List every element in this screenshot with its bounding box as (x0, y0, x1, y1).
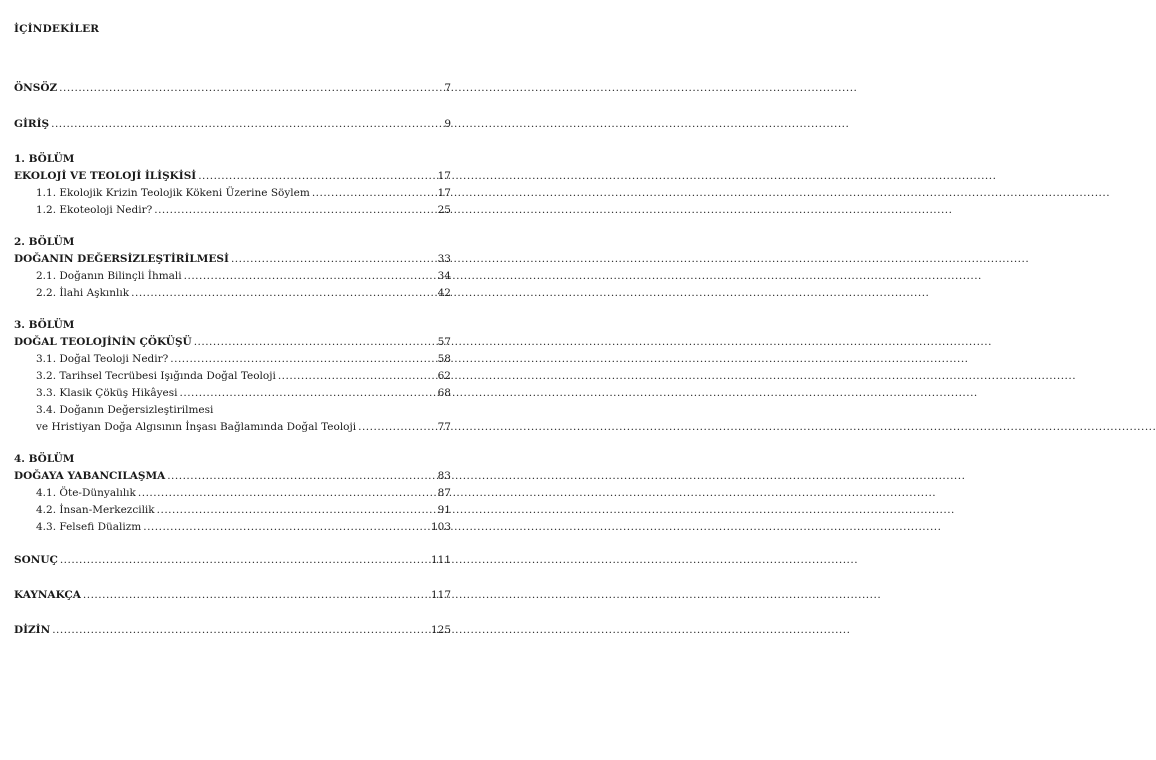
toc-entry-3-4-line1[interactable]: 3.4. Doğanın Değersizleştirilmesi (36, 404, 214, 416)
toc-label: EKOLOJİ VE TEOLOJİ İLİŞKİSİ (14, 170, 197, 182)
page-number: 17 (437, 187, 451, 199)
toc-entry-chapter-4[interactable] (14, 468, 451, 485)
leader-dots (131, 285, 435, 302)
toc-label: 3.1. Doğal Teoloji Nedir? (36, 353, 169, 365)
chapter-4-part: 4. BÖLÜM (14, 453, 75, 465)
toc-label: 3.3. Klasik Çöküş Hikâyesi (36, 387, 178, 399)
toc-label: KAYNAKÇA (14, 589, 81, 601)
page-number: 25 (437, 204, 451, 216)
leader-dots (231, 251, 436, 268)
toc-entry-2-1[interactable] (14, 268, 451, 285)
toc-label: GİRİŞ (14, 118, 50, 130)
toc-entry-4-2[interactable] (14, 502, 451, 519)
toc-entry-1-2[interactable] (14, 202, 451, 219)
leader-dots (358, 419, 436, 436)
page-number: 7 (444, 82, 451, 94)
table-of-contents (14, 80, 451, 639)
page-number: 77 (437, 421, 451, 433)
toc-entry-kaynakca[interactable] (14, 587, 451, 604)
leader-dots (170, 351, 435, 368)
page-number: 83 (437, 470, 451, 482)
page-number: 103 (430, 521, 451, 533)
page-number: 62 (437, 370, 451, 382)
leader-dots (83, 587, 429, 604)
page-number: 68 (437, 387, 451, 399)
page-number: 58 (437, 353, 451, 365)
page-number: 9 (444, 118, 451, 130)
leader-dots (51, 116, 442, 133)
toc-label: 1.1. Ekolojik Krizin Teolojik Kökeni Üzerine Söylem (36, 187, 310, 199)
toc-label: DOĞAL TEOLOJİNİN ÇÖKÜŞÜ (14, 336, 192, 348)
toc-entry-2-2[interactable] (14, 285, 451, 302)
toc-entry-chapter-1[interactable] (14, 168, 451, 185)
toc-label: 4.2. İnsan-Merkezcilik (36, 504, 155, 516)
chapter-2-part: 2. BÖLÜM (14, 236, 75, 248)
leader-dots (59, 80, 442, 97)
leader-dots (60, 552, 429, 569)
toc-label: 3.2. Tarihsel Tecrübesi Işığında Doğal Teoloji (36, 370, 276, 382)
page-number: 91 (437, 504, 451, 516)
leader-dots (167, 468, 435, 485)
chapter-3-part: 3. BÖLÜM (14, 319, 75, 331)
page-number: 34 (437, 270, 451, 282)
page-number: 33 (437, 253, 451, 265)
toc-label: 2.1. Doğanın Bilinçli İhmali (36, 270, 182, 282)
leader-dots (184, 268, 436, 285)
toc-label: DOĞAYA YABANCILAŞMA (14, 470, 166, 482)
toc-label: 1.2. Ekoteoloji Nedir? (36, 204, 153, 216)
toc-label: SONUÇ (14, 554, 58, 566)
toc-label: 2.2. İlahi Aşkınlık (36, 287, 130, 299)
leader-dots (154, 202, 435, 219)
toc-entry-3-4[interactable] (14, 419, 451, 436)
toc-entry-chapter-3[interactable] (14, 334, 451, 351)
page-title: İÇİNDEKİLER (14, 23, 100, 35)
toc-label: 4.1. Öte-Dünyalılık (36, 487, 136, 499)
leader-dots (198, 168, 435, 185)
leader-dots (138, 485, 436, 502)
page-number: 87 (437, 487, 451, 499)
toc-entry-4-3[interactable] (14, 519, 451, 536)
leader-dots (143, 519, 429, 536)
chapter-1-part: 1. BÖLÜM (14, 153, 75, 165)
toc-entry-4-1[interactable] (14, 485, 451, 502)
toc-label: ÖNSÖZ (14, 82, 58, 94)
toc-entry-3-1[interactable] (14, 351, 451, 368)
leader-dots (157, 502, 436, 519)
leader-dots (180, 385, 436, 402)
toc-label: ve Hristiyan Doğa Algısının İnşası Bağlamında Doğal Teoloji (36, 421, 357, 433)
page-number: 17 (437, 170, 451, 182)
leader-dots (52, 622, 429, 639)
toc-entry-onsoz[interactable] (14, 80, 451, 97)
leader-dots (278, 368, 436, 385)
leader-dots (312, 185, 436, 202)
toc-entry-3-2[interactable] (14, 368, 451, 385)
page-number: 111 (430, 554, 451, 566)
toc-label: DOĞANIN DEĞERSİZLEŞTİRİLMESİ (14, 253, 229, 265)
page-number: 42 (437, 287, 451, 299)
page-number: 125 (430, 624, 451, 636)
toc-entry-chapter-2[interactable] (14, 251, 451, 268)
toc-entry-1-1[interactable] (14, 185, 451, 202)
leader-dots (194, 334, 436, 351)
toc-entry-giris[interactable] (14, 116, 451, 133)
toc-label: DİZİN (14, 624, 51, 636)
toc-entry-3-3[interactable] (14, 385, 451, 402)
toc-entry-dizin[interactable] (14, 622, 451, 639)
page-number: 57 (437, 336, 451, 348)
toc-entry-sonuc[interactable] (14, 552, 451, 569)
toc-label: 4.3. Felsefi Düalizm (36, 521, 142, 533)
page-number: 117 (430, 589, 451, 601)
